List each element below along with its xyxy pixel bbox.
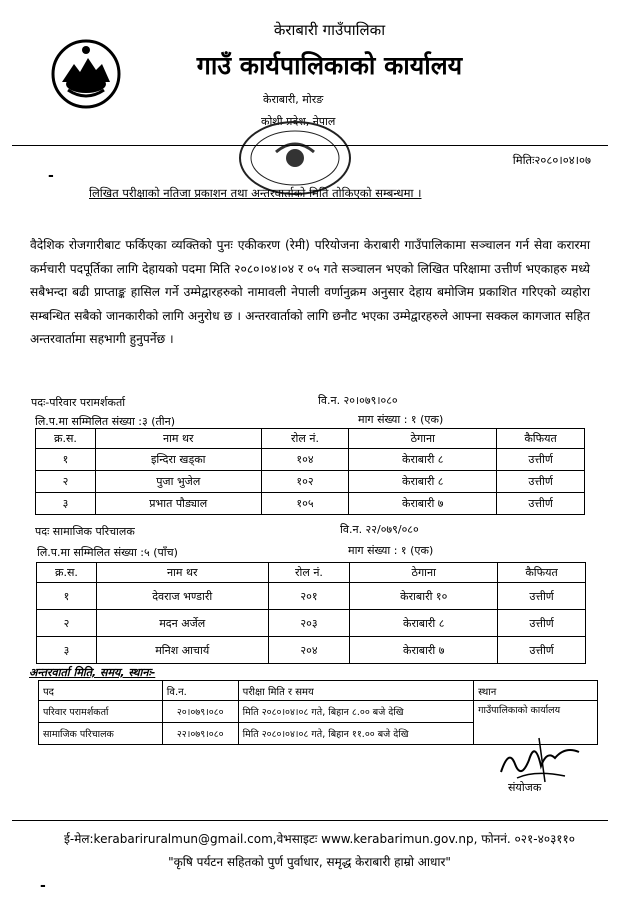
cell-roll: २०१ [268,583,350,610]
column-header: क्र.स. [36,429,96,449]
body-paragraph: वैदेशिक रोजगारीबाट फर्किएका व्यक्तिको पुनः एकीकरण (रेमी) परियोजना केराबारी गाउँपालिकामा सञ्चालन गर्न सेवा करारमा कर्मचारी पदपूर्तिका लागि देहायको पदमा मिति २०८०।०४।०४ र ०५ गते सञ्चालन भएको लिखित परिक्षामा उत्तीर्ण भएकाहरु मध्ये सबैभन्दा बढी प्राप्ताङ्क हासिल गर्ने उम्मेद्वारहरुको नामावली नेपाली वर्णानुक्रम अनुसार देहाय बमोजिम प्रकाशित गरिएको व्यहोरा सम्बन्धित सबैको जानकारीको लागि अनुरोध छ । अन्तरवार्ताको लागि छनौट भएका उम्मेद्वारहरुले आफ्ना सक्कल कागजात सहित अन्तरवार्तामा सहभागी हुनुपर्नेछ । [30,238,590,346]
cell-name: मनिश आचार्य [96,637,268,664]
column-header: रोल नं. [261,429,349,449]
column-header: रोल नं. [268,563,350,583]
column-header: कैफियत [498,563,586,583]
section2-participants: लि.प.मा सम्मिलित संख्या :५ (पाँच) [37,546,178,559]
column-header: स्थान [474,681,598,701]
column-header: क्र.स. [37,563,97,583]
cell-remark: उत्तीर्ण [498,637,586,664]
cell-name: प्रभात पौड्याल [95,493,261,515]
office-place: केराबारी, मोरङ [263,93,324,106]
column-header: पद [39,681,163,701]
column-header: परीक्षा मिति र समय [238,681,473,701]
cell-address: केराबारी १० [350,583,498,610]
table-row [39,701,598,723]
margin-dash: - [40,878,46,894]
cell-post: परिवार परामर्शकर्ता [39,701,163,723]
section2-demand: माग संख्या : १ (एक) [348,544,434,557]
table-header-row [39,681,598,701]
cell-remark: उत्तीर्ण [497,493,585,515]
cell-remark: उत्तीर्ण [497,471,585,493]
cell-roll: १०४ [261,449,349,471]
table-row [36,493,585,515]
cell-serial: १ [36,449,96,471]
cell-address: केराबारी ८ [349,471,497,493]
section1-notice-no: वि.न. २०।०७९।०८० [318,394,398,407]
table-row [37,610,586,637]
subject-line: लिखित परीक्षाको नतिजा प्रकाशन तथा अन्तरवार्ताको मिति तोकिएको सम्बन्धमा । [89,186,422,200]
cell-name: इन्दिरा खड्का [95,449,261,471]
table-row [37,637,586,664]
cell-roll: १०५ [261,493,349,515]
municipality-name: केराबारी गाउँपालिका [273,21,386,39]
cell-datetime: मिति २०८०।०४।०८ गते, बिहान ११.०० बजे देखि [238,723,473,745]
header-divider [12,145,608,146]
section2-notice-no: वि.न. २२/०७९/०८० [340,523,419,536]
cell-roll: १०२ [261,471,349,493]
cell-name: देवराज भण्डारी [96,583,268,610]
section1-demand: माग संख्या : १ (एक) [358,413,444,426]
cell-notice: २२।०७९।०८० [162,723,238,745]
cell-serial: २ [36,471,96,493]
column-header: नाम थर [95,429,261,449]
table-header-row [36,429,585,449]
column-header: ठेगाना [349,429,497,449]
cell-post: सामाजिक परिचालक [39,723,163,745]
office-title: गाउँ कार्यपालिकाको कार्यालय [196,51,463,80]
footer-contact: ई-मेल:kerabariruralmun@gmail.com,वेभसाइटः www.kerabarimun.gov.np, फोननं. ०२१-४०३११० [63,832,576,846]
interview-title: अन्तरवार्ता मिति, समय, स्थानः- [29,666,156,679]
signatory-role: संयोजक [508,781,542,794]
margin-dash: - [48,168,54,184]
cell-remark: उत्तीर्ण [498,610,586,637]
cell-remark: उत्तीर्ण [498,583,586,610]
column-header: वि.न. [162,681,238,701]
office-province: कोशी प्रदेश, नेपाल [261,115,336,128]
cell-address: केराबारी ७ [350,637,498,664]
cell-name: मदन अर्जेल [96,610,268,637]
cell-name: पुजा भुजेल [95,471,261,493]
cell-serial: ३ [36,493,96,515]
cell-location: गाउँपालिकाको कार्यालय [474,701,598,745]
cell-address: केराबारी ७ [349,493,497,515]
cell-address: केराबारी ८ [349,449,497,471]
cell-notice: २०।०७९।०८० [162,701,238,723]
section1-participants: लि.प.मा सम्मिलित संख्या :३ (तीन) [35,415,176,428]
footer-divider [12,820,608,821]
section1-table [35,428,585,515]
section2-post: पदः सामाजिक परिचालक [35,525,135,538]
footer-slogan: "कृषि पर्यटन सहितको पुर्ण पुर्वाधार, समृद्ध केराबारी हाम्रो आधार" [168,855,451,869]
letter-date: मितिः२०८०।०४।०७ [512,153,591,167]
cell-roll: २०३ [268,610,350,637]
column-header: ठेगाना [350,563,498,583]
cell-address: केराबारी ८ [350,610,498,637]
table-row [36,449,585,471]
cell-roll: २०४ [268,637,350,664]
column-header: नाम थर [96,563,268,583]
column-header: कैफियत [497,429,585,449]
section1-post: पदः-परिवार परामर्शकर्ता [31,396,126,409]
table-header-row [37,563,586,583]
cell-datetime: मिति २०८०।०४।०८ गते, बिहान ८.०० बजे देखि [238,701,473,723]
cell-serial: ३ [37,637,97,664]
cell-serial: १ [37,583,97,610]
section2-table [36,562,586,664]
cell-remark: उत्तीर्ण [497,449,585,471]
table-row [37,583,586,610]
table-row [36,471,585,493]
cell-serial: २ [37,610,97,637]
